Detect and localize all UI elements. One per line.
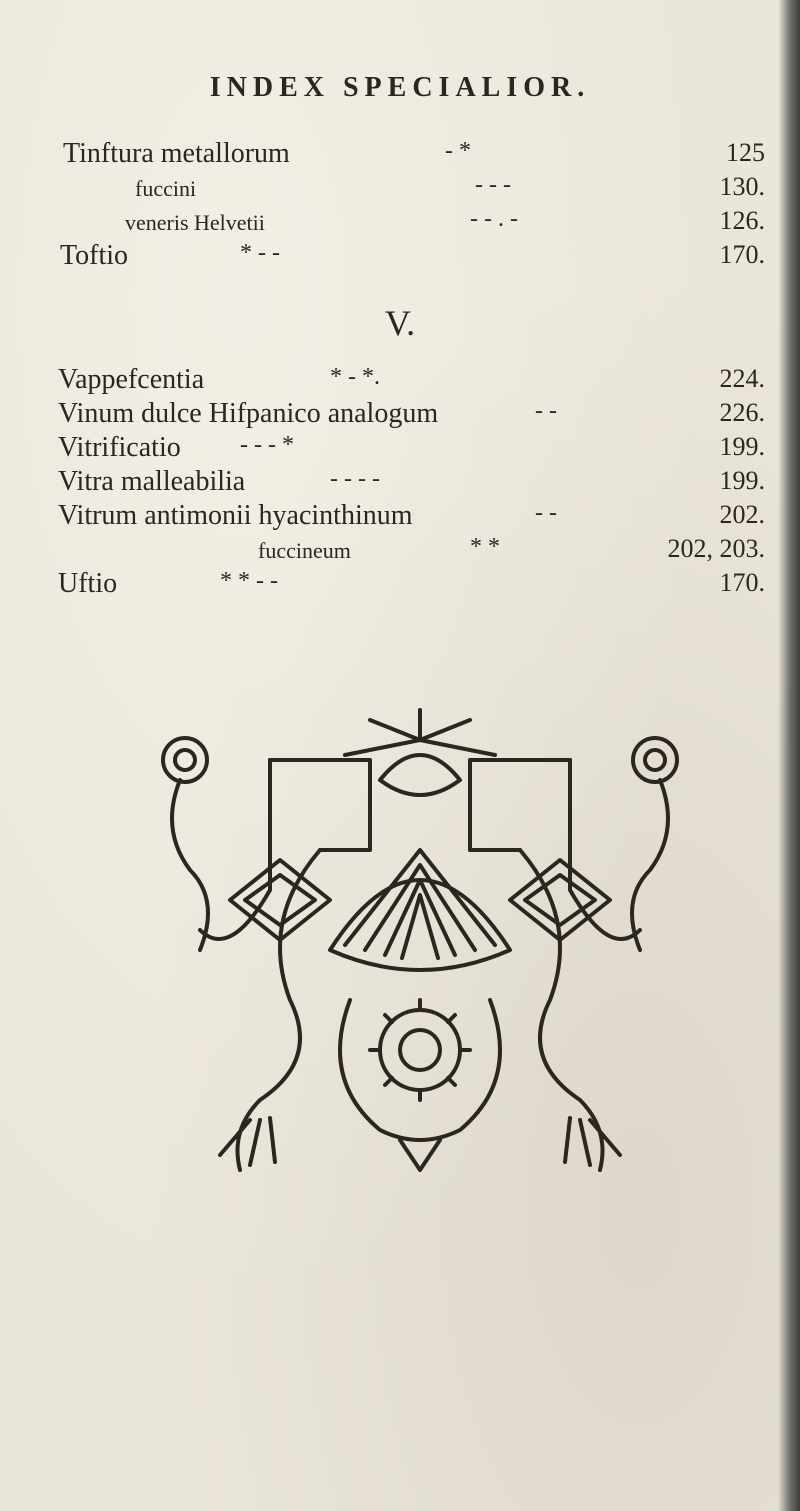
entry-page: 202. xyxy=(719,500,765,529)
entry-page: 224. xyxy=(719,364,765,393)
index-entry xyxy=(0,240,800,274)
entry-page: 199. xyxy=(719,432,765,461)
index-entry xyxy=(0,500,800,534)
entry-page: 202, 203. xyxy=(667,534,765,563)
index-entry xyxy=(0,432,800,466)
leader-dashes: - * xyxy=(445,138,471,164)
leader-dashes: - - - * xyxy=(240,432,294,458)
entry-term: Vinum dulce Hifpanico analogum xyxy=(58,398,439,429)
entry-term: Vitra malleabilia xyxy=(58,466,246,497)
entry-term: veneris Helvetii xyxy=(125,210,265,235)
entry-term: fuccineum xyxy=(258,538,351,563)
entry-page: 170. xyxy=(719,568,765,597)
running-head: INDEX SPECIALIOR. xyxy=(209,72,591,103)
leader-dashes: * * - - xyxy=(220,568,278,594)
leader-dashes: - - xyxy=(535,500,557,526)
entry-term: Tinftura metallorum xyxy=(63,138,290,169)
entry-page: 226. xyxy=(719,398,765,427)
entry-term: Uftio xyxy=(58,568,118,599)
section-letter: V. xyxy=(384,303,416,343)
index-entry xyxy=(0,138,800,172)
leader-dashes: * - - xyxy=(240,240,280,266)
entry-term: Vitrum antimonii hyacinthinum xyxy=(58,500,413,531)
leader-dashes: * - *. xyxy=(330,364,380,390)
leader-dashes: * * xyxy=(470,534,500,560)
entry-page: 170. xyxy=(719,240,765,269)
leader-dashes: - - . - xyxy=(470,206,518,232)
entry-page: 199. xyxy=(719,466,765,495)
ornament-fleuron-icon xyxy=(140,700,700,1180)
entry-term: Vappefcentia xyxy=(58,364,205,395)
entry-page: 126. xyxy=(719,206,765,235)
index-entry xyxy=(0,206,800,240)
leader-dashes: - - - - xyxy=(330,466,380,492)
entry-term: fuccini xyxy=(135,176,197,201)
index-entry xyxy=(0,568,800,602)
entry-page: 125 xyxy=(726,138,765,167)
index-entry xyxy=(0,466,800,500)
index-entry xyxy=(0,364,800,398)
index-entry xyxy=(0,534,800,568)
index-entry xyxy=(0,398,800,432)
entry-page: 130. xyxy=(719,172,765,201)
index-entry xyxy=(0,172,800,206)
leader-dashes: - - - xyxy=(475,172,511,198)
entry-term: Vitrificatio xyxy=(58,432,181,463)
entry-term: Toftio xyxy=(60,240,129,271)
leader-dashes: - - xyxy=(535,398,557,424)
